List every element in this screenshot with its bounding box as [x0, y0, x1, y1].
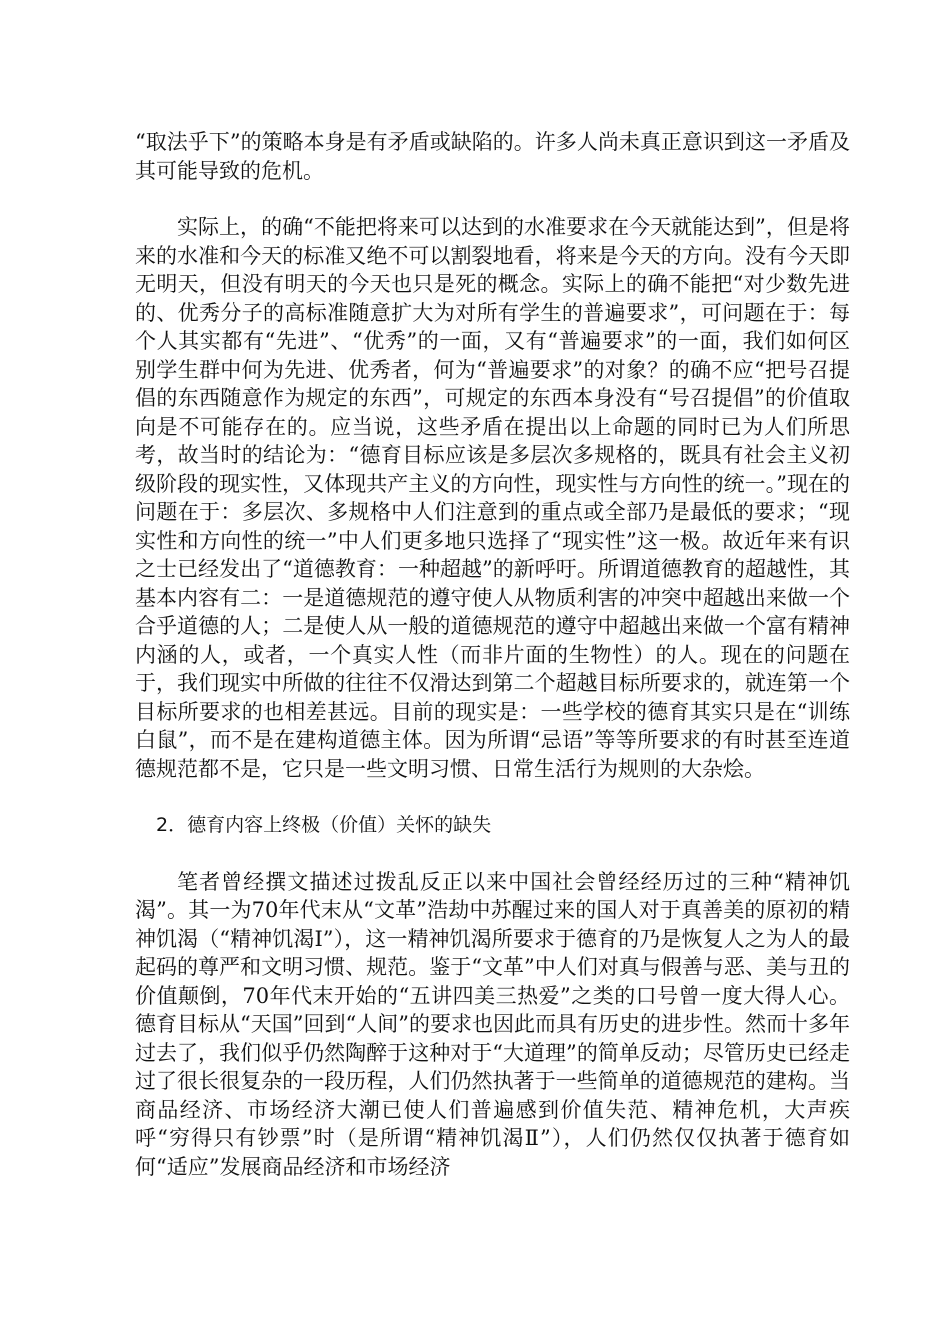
paragraph-3: 笔者曾经撰文描述过拨乱反正以来中国社会曾经经历过的三种“精神饥渴”。其一为70年代末从“文革”浩劫中苏醒过来的国人对于真善美的原初的精神饥渴（“精神饥渴Ⅰ”），这一精神饥渴所要求于德育的乃是恢复人之为人的最起码的尊严和文明习惯、规范。鉴于“文革”中人们对真与假善与恶、美与丑的价值颠倒，70年代末开始的“五讲四美三热爱”之类的口号曾一度大得人心。德育目标从“天国”回到“人间”的要求也因此而具有历史的进步性。然而十多年过去了，我们似乎仍然陶醉于这种对于“大道理”的简单反动；尽管历史已经走过了很长很复杂的一段历程，人们仍然执著于一些简单的道德规范的建构。当商品经济、市场经济大潮已使人们普遍感到价值失范、精神危机，大声疾呼“穷得只有钞票”时（是所谓“精神饥渴Ⅱ”），人们仍然仅仅执著于德育如何“适应”发展商品经济和市场经济	[135, 869, 850, 1179]
section-heading: 2．德育内容上终极（价值）关怀的缺失	[156, 814, 492, 836]
paragraph-1: “取法乎下”的策略本身是有矛盾或缺陷的。许多人尚未真正意识到这一矛盾及其可能导致的危机。	[135, 130, 850, 183]
document-page	[135, 128, 850, 1181]
paragraph-2: 实际上，的确“不能把将来可以达到的水准要求在今天就能达到”，但是将来的水准和今天的标准又绝不可以割裂地看，将来是今天的方向。没有今天即无明天，但没有明天的今天也只是死的概念。实际上的确不能把“对少数先进的、优秀分子的高标准随意扩大为对所有学生的普遍要求”，可问题在于：每个人其实都有“先进”、“优秀”的一面，又有“普遍要求”的一面，我们如何区别学生群中何为先进、优秀者，何为“普遍要求”的对象？的确不应“把号召提倡的东西随意作为规定的东西”，可规定的东西本身没有“号召提倡”的价值取向是不可能存在的。应当说，这些矛盾在提出以上命题的同时已为人们所思考，故当时的结论为：“德育目标应该是多层次多规格的，既具有社会主义初级阶段的现实性，又体现共产主义的方向性，现实性与方向性的统一。”现在的问题在于：多层次、多规格中人们注意到的重点或全部乃是最低的要求；“现实性和方向性的统一”中人们更多地只选择了“现实性”这一极。故近年来有识之士已经发出了“道德教育：一种超越”的新呼吁。所谓道德教育的超越性，其基本内容有二：一是道德规范的遵守使人从物质利害的冲突中超越出来做一个合乎道德的人；二是使人从一般的道德规范的遵守中超越出来做一个富有精神内涵的人，或者，一个真实人性（而非片面的生物性）的人。现在的问题在于，我们现实中所做的往往不仅滑达到第二个超越目标所要求的，就连第一个目标所要求的也相差甚远。目前的现实是：一些学校的德育其实只是在“训练白鼠”，而不是在建构道德主体。因为所谓“忌语”等等所要求的有时甚至连道德规范都不是，它只是一些文明习惯、日常生活行为规则的大杂烩。	[135, 215, 850, 781]
